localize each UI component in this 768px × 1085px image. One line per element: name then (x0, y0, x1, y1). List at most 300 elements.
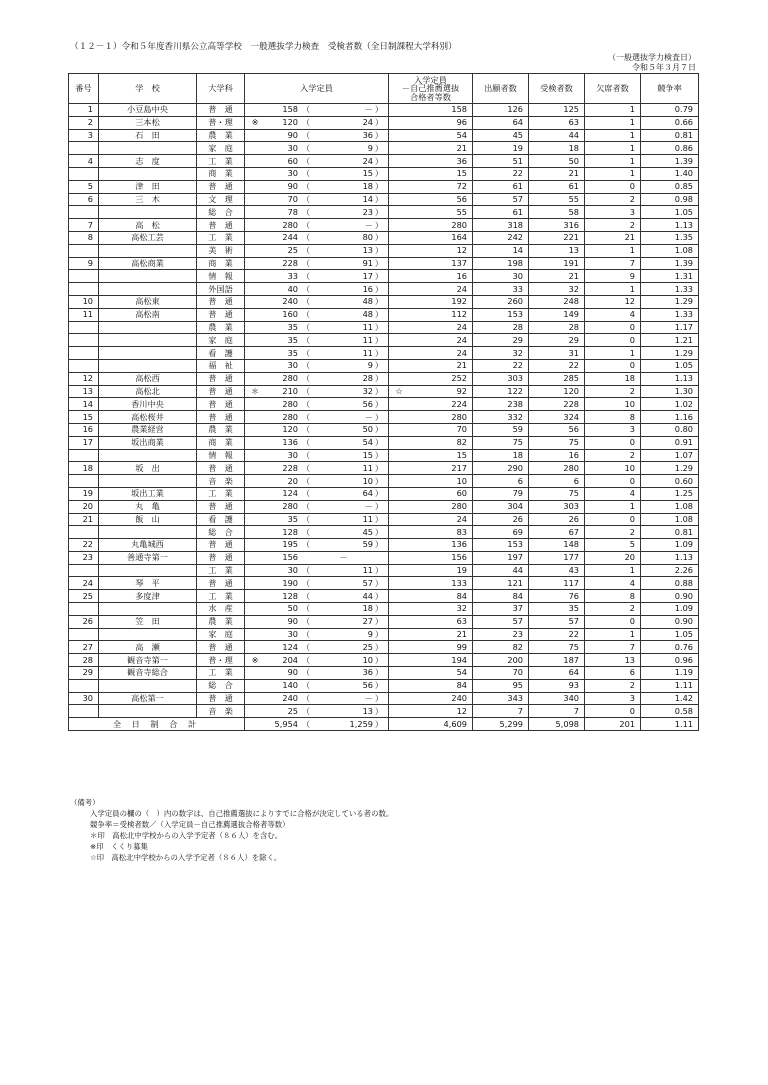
absent: 8 (585, 411, 641, 424)
department: 音 楽 (197, 705, 245, 718)
department: 普 通 (197, 500, 245, 513)
school-name: 高松南 (99, 308, 197, 321)
ratio: 1.31 (641, 270, 699, 283)
capacity-value: 140 (282, 680, 298, 691)
absent: 4 (585, 308, 641, 321)
capacity-cell: 240 （ 48 ） (245, 295, 389, 308)
table-row (69, 551, 699, 564)
adjusted-capacity: 24 (389, 334, 473, 347)
applicants: 26 (473, 513, 529, 526)
row-number: 4 (69, 155, 99, 168)
absent: 9 (585, 270, 641, 283)
table-row (69, 615, 699, 628)
capacity-value: 280 (282, 501, 298, 512)
ratio: 1.13 (641, 219, 699, 232)
capacity-cell: 60 （ 24 ） (245, 155, 389, 168)
header-no: 番号 (69, 74, 99, 104)
school-name (99, 206, 197, 219)
absent: 1 (585, 142, 641, 155)
capacity-value: 280 (282, 398, 298, 409)
department: 美 術 (197, 244, 245, 257)
capacity-cell: ＊ 210 （ 32 ） (245, 385, 389, 398)
school-name (99, 334, 197, 347)
table-row (69, 219, 699, 232)
absent: 4 (585, 487, 641, 500)
school-name (99, 449, 197, 462)
capacity-cell: 70 （ 14 ） (245, 193, 389, 206)
row-number: 8 (69, 231, 99, 244)
school-name: 飯 山 (99, 513, 197, 526)
ratio: 1.11 (641, 679, 699, 692)
exam-date-value: 令和５年３月７日 (632, 63, 696, 72)
total-adjusted: 4,609 (389, 718, 473, 731)
table-row (69, 347, 699, 360)
row-number: 10 (69, 295, 99, 308)
capacity-value: 30 (287, 565, 298, 576)
adjusted-capacity: 192 (389, 295, 473, 308)
school-name (99, 142, 197, 155)
adjusted-capacity: 10 (389, 475, 473, 488)
capacity-value: 128 (282, 526, 298, 537)
absent: 0 (585, 180, 641, 193)
examinees: 75 (529, 641, 585, 654)
absent: 2 (585, 603, 641, 616)
department: 情 報 (197, 449, 245, 462)
school-name: 坂出商業 (99, 436, 197, 449)
school-name: 多度津 (99, 590, 197, 603)
applicants: 290 (473, 462, 529, 475)
table-row (69, 283, 699, 296)
applicants: 95 (473, 679, 529, 692)
row-number: 15 (69, 411, 99, 424)
examinees: 7 (529, 705, 585, 718)
adjusted-capacity: 24 (389, 321, 473, 334)
capacity-mark: ※ (251, 117, 259, 128)
department: 総 合 (197, 679, 245, 692)
table-row (69, 475, 699, 488)
department: 普 通 (197, 308, 245, 321)
absent: 3 (585, 692, 641, 705)
school-name: 高松桜井 (99, 411, 197, 424)
adjusted-capacity: 21 (389, 628, 473, 641)
adjusted-capacity: 54 (389, 129, 473, 142)
ratio: 1.33 (641, 308, 699, 321)
school-name: 善通寺第一 (99, 551, 197, 564)
absent: 1 (585, 116, 641, 129)
absent: 0 (585, 359, 641, 372)
examinees: 303 (529, 500, 585, 513)
examinees: 67 (529, 526, 585, 539)
absent: 3 (585, 423, 641, 436)
adjusted-capacity: 16 (389, 270, 473, 283)
capacity-value: 30 (287, 449, 298, 460)
capacity-cell: 30 （ 9 ） (245, 628, 389, 641)
school-name: 高 松 (99, 219, 197, 232)
applicants: 22 (473, 167, 529, 180)
applicants: 61 (473, 206, 529, 219)
capacity-value: 244 (282, 232, 298, 243)
table-row (69, 359, 699, 372)
adjusted-capacity: 12 (389, 705, 473, 718)
row-number: 13 (69, 385, 99, 398)
row-number (69, 475, 99, 488)
examinees: 18 (529, 142, 585, 155)
ratio: 1.09 (641, 603, 699, 616)
examinees: 58 (529, 206, 585, 219)
absent: 7 (585, 641, 641, 654)
capacity-value: 280 (282, 373, 298, 384)
department: 普 通 (197, 692, 245, 705)
school-name: 三 木 (99, 193, 197, 206)
row-number: 28 (69, 654, 99, 667)
applicants: 7 (473, 705, 529, 718)
table-row (69, 603, 699, 616)
capacity-cell: 90 （ 18 ） (245, 180, 389, 193)
ratio: 1.40 (641, 167, 699, 180)
exam-date-label: （一般選抜学力検査日） (608, 53, 696, 62)
examinees: 57 (529, 615, 585, 628)
capacity-value: 158 (282, 104, 298, 115)
department: 普 通 (197, 641, 245, 654)
capacity-cell: 90 （ 36 ） (245, 129, 389, 142)
table-row (69, 180, 699, 193)
row-number: 6 (69, 193, 99, 206)
capacity-cell: 280 （ 56 ） (245, 398, 389, 411)
row-number (69, 679, 99, 692)
applicants: 126 (473, 104, 529, 117)
ratio: 1.39 (641, 257, 699, 270)
capacity-cell: 240 （ － ） (245, 692, 389, 705)
row-number: 17 (69, 436, 99, 449)
capacity-value: 35 (287, 513, 298, 524)
row-number: 26 (69, 615, 99, 628)
row-number (69, 167, 99, 180)
adjusted-capacity: 32 (389, 603, 473, 616)
row-number (69, 449, 99, 462)
adjusted-capacity: 136 (389, 539, 473, 552)
ratio: 1.29 (641, 347, 699, 360)
ratio: 0.58 (641, 705, 699, 718)
total-ratio: 1.11 (641, 718, 699, 731)
department: 工 業 (197, 155, 245, 168)
capacity-cell: 140 （ 56 ） (245, 679, 389, 692)
absent: 0 (585, 475, 641, 488)
total-applicants: 5,299 (473, 718, 529, 731)
table-row (69, 167, 699, 180)
applicants: 28 (473, 321, 529, 334)
capacity-value: 90 (287, 129, 298, 140)
capacity-value: 120 (282, 117, 298, 128)
applicants: 57 (473, 193, 529, 206)
row-number: 7 (69, 219, 99, 232)
adjusted-capacity: 96 (389, 116, 473, 129)
capacity-cell: 128 （ 44 ） (245, 590, 389, 603)
capacity-value: 90 (287, 667, 298, 678)
ratio: 0.81 (641, 129, 699, 142)
department: 普・理 (197, 654, 245, 667)
table-row (69, 334, 699, 347)
capacity-value: 240 (282, 693, 298, 704)
absent: 0 (585, 321, 641, 334)
capacity-value: 25 (287, 245, 298, 256)
table-row (69, 577, 699, 590)
absent: 2 (585, 449, 641, 462)
adjusted-capacity: 224 (389, 398, 473, 411)
row-number (69, 628, 99, 641)
examinees: 76 (529, 590, 585, 603)
note-line: 競争率＝受検者数／（入学定員－自己推薦選抜合格者等数） (90, 820, 290, 829)
adjusted-capacity: 194 (389, 654, 473, 667)
ratio: 1.39 (641, 155, 699, 168)
examinees: 63 (529, 116, 585, 129)
capacity-cell: 190 （ 57 ） (245, 577, 389, 590)
examinees: 55 (529, 193, 585, 206)
row-number: 27 (69, 641, 99, 654)
absent: 0 (585, 513, 641, 526)
capacity-cell: 195 （ 59 ） (245, 539, 389, 552)
ratio: 1.35 (641, 231, 699, 244)
total-label: 全 日 制 合 計 (69, 718, 245, 731)
header-applicants: 出願者数 (473, 74, 529, 104)
adjusted-capacity: 280 (389, 500, 473, 513)
department: 看 護 (197, 347, 245, 360)
school-name: 香川中央 (99, 398, 197, 411)
absent: 1 (585, 104, 641, 117)
capacity-value: 280 (282, 219, 298, 230)
capacity-cell: ※ 204 （ 10 ） (245, 654, 389, 667)
department: 福 祉 (197, 359, 245, 372)
capacity-mark: ＊ (250, 385, 260, 396)
examinees: 221 (529, 231, 585, 244)
row-number: 29 (69, 667, 99, 680)
department: 工 業 (197, 487, 245, 500)
adjusted-capacity: 70 (389, 423, 473, 436)
absent: 2 (585, 679, 641, 692)
table-row (69, 321, 699, 334)
examinee-table (68, 73, 699, 731)
absent: 2 (585, 219, 641, 232)
ratio: 0.85 (641, 180, 699, 193)
row-number (69, 705, 99, 718)
table-row (69, 104, 699, 117)
row-number (69, 347, 99, 360)
table-row (69, 539, 699, 552)
adjusted-capacity: 36 (389, 155, 473, 168)
adjusted-capacity: 83 (389, 526, 473, 539)
capacity-cell: 20 （ 10 ） (245, 475, 389, 488)
applicants: 318 (473, 219, 529, 232)
ratio: 0.86 (641, 142, 699, 155)
examinees: 50 (529, 155, 585, 168)
examinees: 149 (529, 308, 585, 321)
examinees: 35 (529, 603, 585, 616)
ratio: 0.90 (641, 615, 699, 628)
adjusted-capacity: 112 (389, 308, 473, 321)
table-row (69, 526, 699, 539)
ratio: 1.29 (641, 462, 699, 475)
table-row (69, 116, 699, 129)
ratio: 0.66 (641, 116, 699, 129)
capacity-value: 228 (282, 257, 298, 268)
table-row (69, 500, 699, 513)
row-number: 11 (69, 308, 99, 321)
row-number: 30 (69, 692, 99, 705)
department: 総 合 (197, 206, 245, 219)
applicants: 200 (473, 654, 529, 667)
absent: 1 (585, 347, 641, 360)
adjusted-capacity: 15 (389, 167, 473, 180)
table-row (69, 142, 699, 155)
school-name (99, 475, 197, 488)
capacity-value: 40 (287, 283, 298, 294)
capacity-cell: 30 （ 15 ） (245, 449, 389, 462)
capacity-value: 78 (287, 206, 298, 217)
absent: 1 (585, 129, 641, 142)
capacity-cell: 244 （ 80 ） (245, 231, 389, 244)
capacity-cell: 128 （ 45 ） (245, 526, 389, 539)
absent: 1 (585, 155, 641, 168)
examinees: 29 (529, 334, 585, 347)
capacity-cell: ※ 120 （ 24 ） (245, 116, 389, 129)
capacity-value: 156 (282, 552, 298, 563)
school-name: 農業経営 (99, 423, 197, 436)
adjusted-capacity: 84 (389, 590, 473, 603)
ratio: 1.29 (641, 295, 699, 308)
school-name: 石 田 (99, 129, 197, 142)
examinees: 248 (529, 295, 585, 308)
capacity-cell: 35 （ 11 ） (245, 321, 389, 334)
capacity-value: 25 (287, 705, 298, 716)
department: 家 庭 (197, 142, 245, 155)
department: 家 庭 (197, 334, 245, 347)
examinees: 43 (529, 564, 585, 577)
department: 総 合 (197, 526, 245, 539)
department: 家 庭 (197, 628, 245, 641)
capacity-cell: 35 （ 11 ） (245, 347, 389, 360)
department: 農 業 (197, 615, 245, 628)
capacity-value: 124 (282, 641, 298, 652)
examinees: 280 (529, 462, 585, 475)
department: 普 通 (197, 385, 245, 398)
capacity-value: 30 (287, 142, 298, 153)
capacity-value: 190 (282, 577, 298, 588)
school-name: 高松東 (99, 295, 197, 308)
capacity-cell: 228 （ 91 ） (245, 257, 389, 270)
school-name (99, 359, 197, 372)
department: 普 通 (197, 372, 245, 385)
table-row (69, 513, 699, 526)
examinees: 75 (529, 436, 585, 449)
row-number (69, 283, 99, 296)
adjusted-capacity: 84 (389, 679, 473, 692)
applicants: 37 (473, 603, 529, 616)
ratio: 0.88 (641, 577, 699, 590)
ratio: 0.60 (641, 475, 699, 488)
table-row (69, 257, 699, 270)
capacity-cell: 136 （ 54 ） (245, 436, 389, 449)
school-name (99, 270, 197, 283)
capacity-cell: 280 （ － ） (245, 411, 389, 424)
capacity-value: 20 (287, 475, 298, 486)
table-row (69, 398, 699, 411)
examinees: 44 (529, 129, 585, 142)
capacity-cell: 35 （ 11 ） (245, 334, 389, 347)
ratio: 0.76 (641, 641, 699, 654)
applicants: 64 (473, 116, 529, 129)
capacity-value: 70 (287, 193, 298, 204)
total-row (69, 718, 699, 731)
examinees: 117 (529, 577, 585, 590)
school-name: 小豆島中央 (99, 104, 197, 117)
capacity-cell: 78 （ 23 ） (245, 206, 389, 219)
capacity-value: 124 (282, 488, 298, 499)
capacity-cell: 124 （ 25 ） (245, 641, 389, 654)
applicants: 6 (473, 475, 529, 488)
examinees: 32 (529, 283, 585, 296)
absent: 20 (585, 551, 641, 564)
capacity-cell: 90 （ 27 ） (245, 615, 389, 628)
examinees: 21 (529, 270, 585, 283)
applicants: 82 (473, 641, 529, 654)
applicants: 238 (473, 398, 529, 411)
capacity-cell: 30 （ 11 ） (245, 564, 389, 577)
absent: 2 (585, 193, 641, 206)
school-name (99, 526, 197, 539)
capacity-cell: 120 （ 50 ） (245, 423, 389, 436)
adjusted-capacity: 56 (389, 193, 473, 206)
applicants: 30 (473, 270, 529, 283)
capacity-value: 128 (282, 590, 298, 601)
absent: 21 (585, 231, 641, 244)
header-capacity: 入学定員 (245, 74, 389, 104)
adjusted-capacity: 19 (389, 564, 473, 577)
department: 音 楽 (197, 475, 245, 488)
adjusted-mark: ☆ (395, 385, 403, 396)
applicants: 122 (473, 385, 529, 398)
capacity-cell: 160 （ 48 ） (245, 308, 389, 321)
capacity-value: 30 (287, 629, 298, 640)
examinees: 13 (529, 244, 585, 257)
examinees: 75 (529, 487, 585, 500)
department: 工 業 (197, 231, 245, 244)
examinees: 26 (529, 513, 585, 526)
school-name: 高松西 (99, 372, 197, 385)
ratio: 1.13 (641, 551, 699, 564)
ratio: 1.05 (641, 628, 699, 641)
row-number: 12 (69, 372, 99, 385)
school-name: 高松第一 (99, 692, 197, 705)
header-ratio: 競争率 (641, 74, 699, 104)
ratio: 1.42 (641, 692, 699, 705)
ratio: 1.16 (641, 411, 699, 424)
school-name (99, 244, 197, 257)
school-name: 坂出工業 (99, 487, 197, 500)
absent: 0 (585, 615, 641, 628)
department: 情 報 (197, 270, 245, 283)
row-number: 25 (69, 590, 99, 603)
row-number: 3 (69, 129, 99, 142)
capacity-cell: 156 － (245, 551, 389, 564)
total-absent: 201 (585, 718, 641, 731)
applicants: 69 (473, 526, 529, 539)
capacity-value: 50 (287, 603, 298, 614)
ratio: 1.17 (641, 321, 699, 334)
adjusted-capacity: 55 (389, 206, 473, 219)
department: 普 通 (197, 577, 245, 590)
examinees: 31 (529, 347, 585, 360)
applicants: 19 (473, 142, 529, 155)
school-name: 丸亀城西 (99, 539, 197, 552)
